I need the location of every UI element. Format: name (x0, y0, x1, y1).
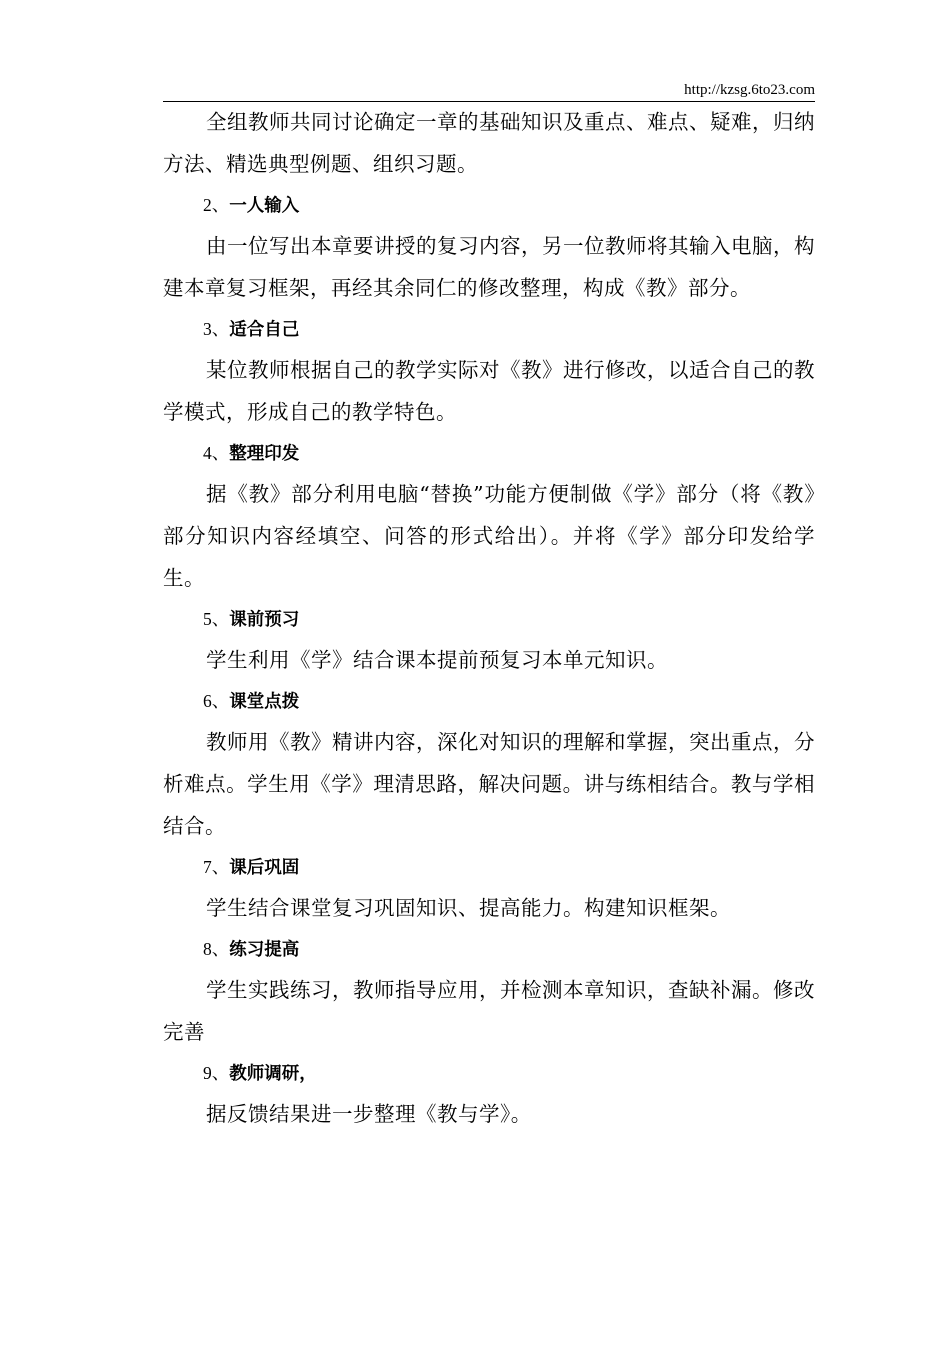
document-body (163, 101, 815, 1135)
step-body: 某位教师根据自己的教学实际对《教》进行修改，以适合自己的教学模式，形成自己的教学特色。 (163, 358, 815, 424)
step-3 (163, 309, 815, 433)
step-9 (163, 1053, 815, 1135)
step-body: 学生结合课堂复习巩固知识、提高能力。构建知识框架。 (206, 896, 731, 920)
step-body: 据反馈结果进一步整理《教与学》。 (206, 1102, 532, 1126)
step-8 (163, 929, 815, 1053)
step-title: 课前预习 (229, 610, 300, 630)
step-heading: 4、整理印发 (203, 443, 300, 464)
step-heading: 8、练习提高 (203, 939, 300, 960)
step-body: 教师用《教》精讲内容，深化对知识的理解和掌握，突出重点，分析难点。学生用《学》理清思路，解决问题。讲与练相结合。教与学相结合。 (163, 730, 815, 838)
step-heading: 5、课前预习 (203, 609, 300, 630)
step-body: 学生实践练习，教师指导应用，并检测本章知识，查缺补漏。修改完善 (163, 978, 815, 1044)
step-heading: 3、适合自己 (203, 319, 300, 340)
step-5 (163, 599, 815, 681)
step-7 (163, 847, 815, 929)
step-number: 3 (203, 319, 212, 339)
step-body: 由一位写出本章要讲授的复习内容，另一位教师将其输入电脑，构建本章复习框架，再经其余同仁的修改整理，构成《教》部分。 (163, 234, 815, 300)
step-heading: 9、教师调研， (203, 1063, 317, 1084)
step-title: 课后巩固 (229, 858, 300, 878)
header-url: http://kzsg.6to23.com (684, 82, 815, 98)
step-title: 教师调研， (229, 1064, 317, 1084)
step-number: 6 (203, 691, 212, 711)
step-heading: 6、课堂点拨 (203, 691, 300, 712)
step-number: 8 (203, 939, 212, 959)
step-title: 课堂点拨 (229, 692, 300, 712)
step-body: 学生利用《学》结合课本提前预复习本单元知识。 (206, 648, 668, 672)
step-6 (163, 681, 815, 847)
step-title: 一人输入 (229, 196, 300, 216)
step-number: 9 (203, 1063, 212, 1083)
step-title: 练习提高 (229, 940, 300, 960)
step-heading: 7、课后巩固 (203, 857, 300, 878)
step-number: 5 (203, 609, 212, 629)
step-number: 4 (203, 443, 212, 463)
step-title: 适合自己 (229, 320, 300, 340)
step-body: 据《教》部分利用电脑“替换”功能方便制做《学》部分（将《教》部分知识内容经填空、问答的形式给出）。并将《学》部分印发给学生。 (163, 482, 815, 590)
step-4 (163, 433, 815, 599)
step-title: 整理印发 (229, 444, 300, 464)
step-heading: 2、一人输入 (203, 195, 300, 216)
step-number: 7 (203, 857, 212, 877)
step-2 (163, 185, 815, 309)
intro-paragraph: 全组教师共同讨论确定一章的基础知识及重点、难点、疑难，归纳方法、精选典型例题、组织习题。 (163, 110, 815, 176)
step-number: 2 (203, 195, 212, 215)
